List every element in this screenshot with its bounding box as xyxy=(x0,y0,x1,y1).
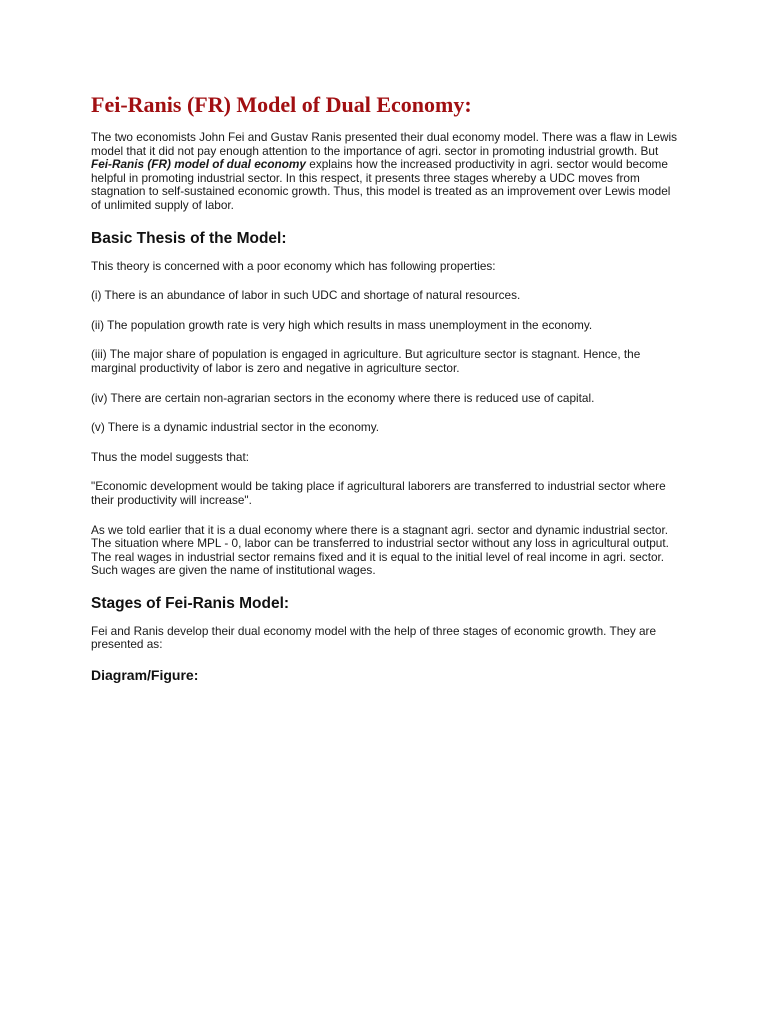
suggest-lead-paragraph: Thus the model suggests that: xyxy=(91,449,250,464)
intro-emphasis: Fei-Ranis (FR) model of dual economy xyxy=(91,157,306,172)
intro-text-after: explains how the increased productivity in agri. sector would become helpful in promoting industrial sector. In this respect, it presents three stages whereby a UDC moves from stagnation to self-sustained economic growth. Thus, this model is treated as an improvement over Lewis model of unlimited supply of labor. xyxy=(91,157,671,212)
section-lead-paragraph: This theory is concerned with a poor economy which has following properties: xyxy=(91,258,496,273)
document-page xyxy=(91,92,681,683)
page-title: Fei-Ranis (FR) Model of Dual Economy: xyxy=(91,92,472,117)
quote-paragraph: "Economic development would be taking place if agricultural laborers are transferred to industrial sector where their productivity will increase". xyxy=(91,479,666,507)
property-item-1: (i) There is an abundance of labor in such UDC and shortage of natural resources. xyxy=(91,288,521,303)
property-item-5: (v) There is a dynamic industrial sector in the economy. xyxy=(91,420,380,435)
section-heading-basic-thesis: Basic Thesis of the Model: xyxy=(91,229,287,247)
property-item-4: (iv) There are certain non-agrarian sectors in the economy where there is reduced use of capital. xyxy=(91,390,595,405)
intro-text-before: The two economists John Fei and Gustav Ranis presented their dual economy model. There was a flaw in Lewis model that it did not pay enough attention to the importance of agri. sector in promoting industrial growth. But xyxy=(91,130,677,158)
intro-paragraph xyxy=(91,131,681,213)
section-heading-stages: Stages of Fei-Ranis Model: xyxy=(91,594,290,612)
diagram-subheading: Diagram/Figure: xyxy=(91,667,199,684)
property-item-2: (ii) The population growth rate is very high which results in mass unemployment in the economy. xyxy=(91,317,593,332)
property-item-3: (iii) The major share of population is engaged in agriculture. But agriculture sector is stagnant. Hence, the marginal productivity of labor is zero and negative in agriculture sector. xyxy=(91,347,641,375)
closing-paragraph: As we told earlier that it is a dual economy where there is a stagnant agri. sector and dynamic industrial sector. The situation where MPL - 0, labor can be transferred to industrial sector without any loss in agricultural output. The real wages in industrial sector remains fixed and it is equal to the initial level of real income in agri. sector. Such wages are given the name of institutional wages. xyxy=(91,522,669,578)
stages-paragraph: Fei and Ranis develop their dual economy model with the help of three stages of economic growth. They are presented as: xyxy=(91,623,657,652)
